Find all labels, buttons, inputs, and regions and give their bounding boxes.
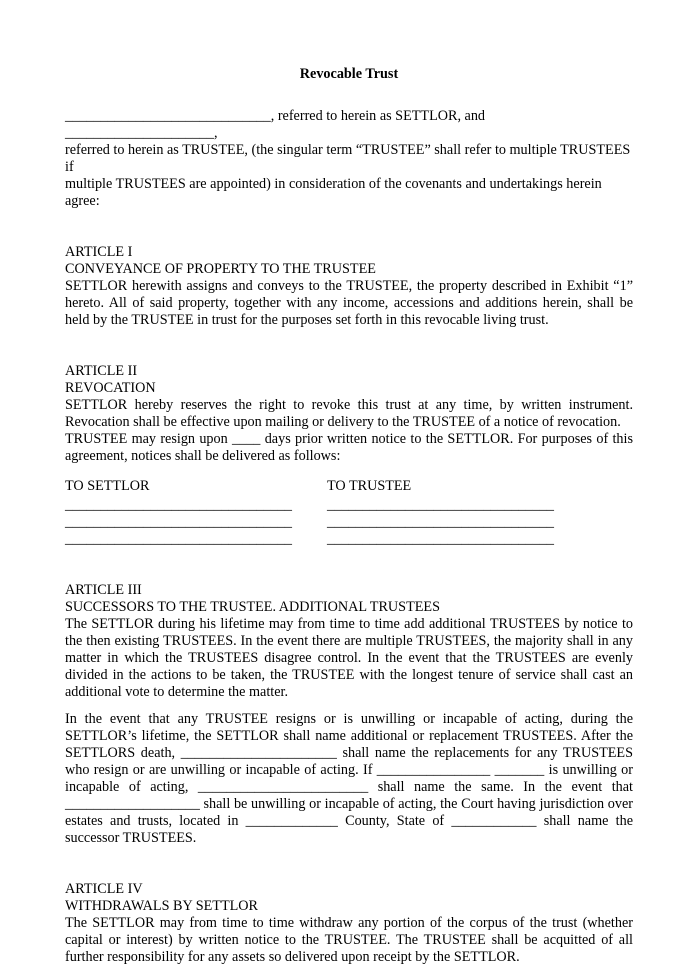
- intro-line: referred to herein as TRUSTEE, (the singular term “TRUSTEE” shall refer to multiple TRUSTEES if: [65, 142, 631, 175]
- article-body: In the event that any TRUSTEE resigns or is unwilling or incapable of acting, during the SETTLOR’s lifetime, the SETTLOR shall name additional or replacement TRUSTEES. After the SETTLORS death, ______________________ shall name the replacements for any TRUSTEES who resign or are unwilling or incapable of acting. If ________________ _______ is unwilling or incapable of acting, ________________________ shall name the same. In the event that ___________________ shall be unwilling or incapable of acting, the Court having jurisdiction over estates and trusts, located in _____________ County, State of ____________ shall name the successor TRUSTEES.: [65, 711, 633, 846]
- article-number: ARTICLE III: [65, 582, 142, 598]
- article-number: ARTICLE IV: [65, 881, 143, 897]
- blank-line: ________________________________: [65, 531, 292, 547]
- article-number: ARTICLE II: [65, 363, 138, 379]
- document-page: [65, 66, 633, 966]
- to-trustee-label: TO TRUSTEE: [327, 478, 412, 494]
- blank-line: ________________________________: [327, 514, 554, 530]
- article-body: The SETTLOR during his lifetime may from time to time add additional TRUSTEES by notice to the then existing TRUSTEES. In the event there are multiple TRUSTEES, the majority shall in any matter in which the TRUSTEES disagree control. In the event that the TRUSTEES are evenly divided in the actions to be taken, the TRUSTEE with the longest tenure of service shall cast an additional vote to determine the matter.: [65, 616, 633, 700]
- article-body: SETTLOR herewith assigns and conveys to the TRUSTEE, the property described in Exhibit “1” hereto. All of said property, together with any income, accessions and additions herein, shall be held by the TRUSTEE in trust for the purposes set forth in this revocable living trust.: [65, 278, 633, 328]
- article-heading: WITHDRAWALS BY SETTLOR: [65, 898, 259, 914]
- blank-line: ________________________________: [65, 497, 292, 513]
- article-body: The SETTLOR may from time to time withdraw any portion of the corpus of the trust (whether capital or interest) by written notice to the TRUSTEE. The TRUSTEE shall be acquitted of all further responsibility for any assets so delivered upon receipt by the SETTLOR.: [65, 915, 633, 965]
- trustee-address-block: [327, 478, 589, 548]
- article-1: [65, 244, 633, 329]
- article-3: [65, 582, 633, 847]
- article-body: TRUSTEE may resign upon ____ days prior written notice to the SETTLOR. For purposes of this agreement, notices shall be delivered as follows:: [65, 431, 633, 464]
- notice-addresses: [65, 478, 633, 548]
- to-settlor-label: TO SETTLOR: [65, 478, 150, 494]
- article-number: ARTICLE I: [65, 244, 133, 260]
- blank-line: ________________________________: [327, 497, 554, 513]
- intro-paragraph: [65, 108, 633, 210]
- article-4: [65, 881, 633, 966]
- article-body: SETTLOR hereby reserves the right to revoke this trust at any time, by written instrument. Revocation shall be effective upon mailing or delivery to the TRUSTEE of a notice of revocation.: [65, 397, 633, 430]
- blank-line: ________________________________: [327, 531, 554, 547]
- intro-line: multiple TRUSTEES are appointed) in consideration of the covenants and undertakings herein agree:: [65, 176, 602, 209]
- article-heading: CONVEYANCE OF PROPERTY TO THE TRUSTEE: [65, 261, 376, 277]
- intro-line: _____________________________, referred to herein as SETTLOR, and _____________________,: [65, 108, 486, 141]
- article-heading: REVOCATION: [65, 380, 156, 396]
- article-2: [65, 363, 633, 548]
- document-title: Revocable Trust: [299, 66, 399, 82]
- blank-line: ________________________________: [65, 514, 292, 530]
- article-heading: SUCCESSORS TO THE TRUSTEE. ADDITIONAL TRUSTEES: [65, 599, 440, 615]
- settlor-address-block: [65, 478, 327, 548]
